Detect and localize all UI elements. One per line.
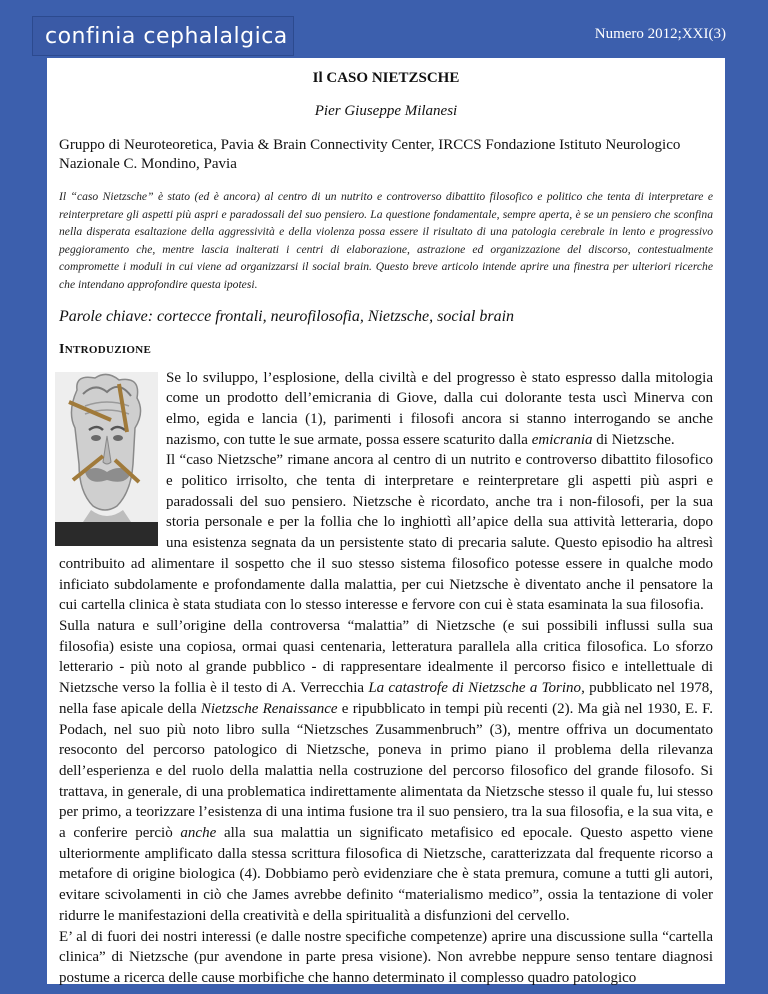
- section-heading-rest: NTRODUZIONE: [64, 343, 152, 356]
- journal-logo: confinia cephalalgica: [32, 16, 294, 56]
- article-author: Pier Giuseppe Milanesi: [314, 103, 458, 119]
- paragraph-2: Il “caso Nietzsche” rimane ancora al centro di un nutrito e controverso dibattito filosofico e politico irrisolto, che tenta di interpretare e reinterpretare gli aspetti più aspri e paradossali del suo pensiero. Nietzsche è ricordato, anche tra i non-filosofi, per la sua storia personale e per la follia che lo inghiottì all’apice della sua attività letteraria, dopo una esistenza segnata da un persistente stato di precaria salute. Questo episodio ha altresì contribuito ad alimentare il sospetto che il suo stesso sistema filosofico potesse essere in qualche modo inficiato subdolamente e profondamente dalla malattia, per cui Nietzsche è diventato anche il pensatore la cui cartella clinica è stata studiata con lo stesso interesse e fervore con cui è stata esaminata la sua filosofia.: [59, 452, 713, 614]
- paragraph-3-emphasis: anche: [180, 825, 217, 842]
- paragraph-3-text-c: e ripubblicato in tempi più recenti (2). Ma già nel 1930, E. F. Podach, nel suo più noto libro sulla “Nietzsches Zusammenbruch” (3), mentre offriva un documentato resoconto del percorso patologico di Nietzsche, poneva in primo piano il problema della rilevanza dell’esperienza e del ruolo della malattia nella costruzione del percorso filosofico del grande filosofo. Si trattava, in generale, di una problematica indirettamente alimentata da Nietzsche stesso il quale fu, lui stesso per primo, a teorizzare l’esistenza di una intima fusione tra il suo pensiero, tra la sua filosofia, e la sua vita, e a conferire perciò: [59, 700, 713, 842]
- paragraph-1-text: Se lo sviluppo, l’esplosione, della civiltà e del progresso è stato espresso dalla mitologia come un prodotto dell’emicrania di Giove, dalla cui dolorante testa uscì Minerva con elmo, egida e lancia (1), parimenti i filosofi ancora si stanno interrogando se anche nazismo, con tutte le sue armate, possa essere scaturito dalla: [166, 369, 713, 448]
- article-abstract: Il “caso Nietzsche” è stato (ed è ancora) al centro di un nutrito e controverso dibattito filosofico e politico che tenta di interpretare e reinterpretare gli aspetti più aspri e paradossali del suo pensiero. La questione fondamentale, sempre aperta, è se un pensiero che sconfina nella disperata esaltazione della aggressività e della violenza possa essere il risultato di una patologia cerebrale in lento e progressivo peggioramento che, mentre lascia inalterati i centri di elaborazione, astrazione ed organizzazione del discorso, contestualmente compromette i moduli in cui viene ad organizzarsi il social brain. Questo breve articolo intende aprire una finestra per ulteriori ricerche che intendano approfondire questa ipotesi.: [59, 190, 713, 291]
- paragraph-3-text-b: , pubblicato nel 1978, nella fase apicale della: [59, 680, 713, 717]
- paragraph-1-text-end: di Nietzsche.: [592, 431, 675, 448]
- article-page: [47, 58, 725, 984]
- movement-name: Nietzsche Renaissance: [200, 700, 338, 717]
- article-body: [59, 368, 713, 989]
- nietzsche-bust-image: [55, 372, 158, 546]
- paragraph-4: E’ al di fuori dei nostri interessi (e dalle nostre specifiche competenze) aprire una discussione sulla “cartella clinica” di Nietzsche (pur avendone in parte presa visione). Non avrebbe neppure senso tentare diagnosi postume a ricerca delle cause morbifiche che hanno determinato il complesso quadro patologico: [59, 928, 713, 986]
- paragraph-3-text-d: alla sua malattia un significato metafisico ed epocale. Questo aspetto viene ulteriormente amplificato dalla stessa scrittura filosofica di Nietzsche, caratterizzata dal frequente ricorso a metafore di origine biologica (4). Dobbiamo però evidenziare che è stata premura, comune a tutti gli autori, evitare scivolamenti in ciò che James avrebbe definito “materialismo medico”, ossia la tentazione di voler ridurre le manifestazioni della creatività e della spiritualità a disfunzioni del cervello.: [59, 825, 714, 924]
- book-title: La catastrofe di Nietzsche a Torino: [368, 680, 582, 697]
- article-title: Il CASO NIETZSCHE: [312, 70, 460, 86]
- paragraph-3: [59, 616, 713, 927]
- section-heading: [59, 342, 713, 358]
- article-keywords: Parole chiave: cortecce frontali, neurofilosofia, Nietzsche, social brain: [59, 307, 515, 325]
- section-heading-initial: I: [59, 341, 65, 357]
- paragraph-1-emphasis: emicrania: [531, 431, 593, 448]
- paragraph-3-text-a: Sulla natura e sull’origine della controversa “malattia” di Nietzsche (e sui possibili influssi sulla sua filosofia) esiste una copiosa, ormai quasi centenaria, letteratura parallela alla critica filosofica. Lo sforzo letterario - più noto al grande pubblico - di rappresentare idealmente il percorso fisico e intellettuale di Nietzsche verso la follia è il testo di A. Verrecchia: [59, 618, 713, 697]
- bust-illustration: [55, 372, 158, 546]
- article-affiliation: Gruppo di Neuroteoretica, Pavia & Brain Connectivity Center, IRCCS Fondazione Istituto Neurologico Nazionale C. Mondino, Pavia: [59, 137, 681, 172]
- issue-number: Numero 2012;XXI(3): [594, 26, 726, 42]
